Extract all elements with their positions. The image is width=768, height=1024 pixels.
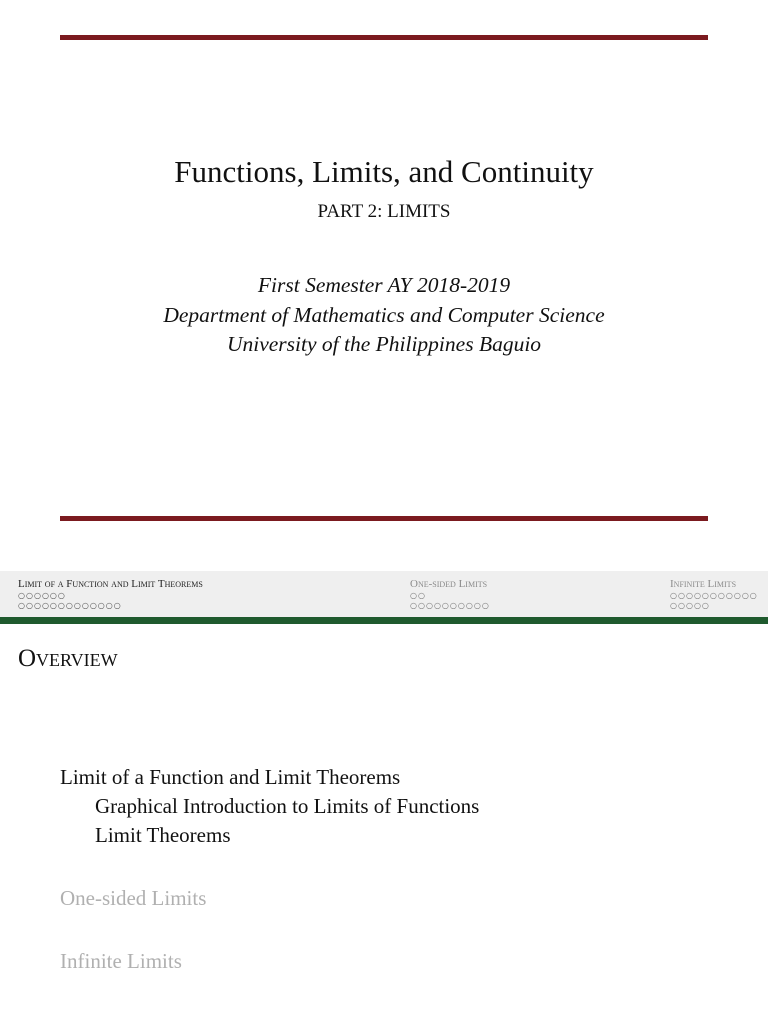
semester-line: First Semester AY 2018-2019 bbox=[257, 273, 511, 297]
department-line: Department of Mathematics and Computer Science bbox=[163, 302, 605, 327]
nav-section-label[interactable]: Infinite Limits bbox=[670, 578, 737, 590]
nav-section-limit-theorems[interactable] bbox=[18, 577, 203, 611]
bottom-accent-rule bbox=[60, 516, 708, 521]
toc-subsection-graphical-introduction[interactable]: Graphical Introduction to Limits of Functions bbox=[95, 794, 480, 818]
toc-section-one-sided-limits[interactable]: One-sided Limits bbox=[60, 886, 207, 910]
nav-section-one-sided-limits[interactable] bbox=[410, 577, 490, 611]
presentation-title: Functions, Limits, and Continuity bbox=[174, 154, 594, 189]
table-of-contents bbox=[60, 763, 760, 976]
toc-section-limit-theorems[interactable]: Limit of a Function and Limit Theorems bbox=[60, 765, 401, 789]
presentation-subtitle: PART 2: LIMITS bbox=[317, 201, 451, 222]
nav-subsection-dots[interactable]: ○○○○○ bbox=[670, 601, 710, 610]
toc-subsection-limit-theorems[interactable]: Limit Theorems bbox=[95, 823, 231, 847]
presentation-info bbox=[0, 271, 768, 360]
nav-subsection-dots[interactable]: ○○○○○○○○○○○○○ bbox=[18, 601, 122, 610]
top-accent-rule bbox=[60, 35, 708, 40]
nav-section-label[interactable]: One-sided Limits bbox=[410, 578, 488, 590]
section-navigation-bar bbox=[0, 571, 768, 617]
navigation-bar-bottom-stripe bbox=[0, 617, 768, 624]
nav-section-infinite-limits[interactable] bbox=[670, 577, 758, 611]
nav-subsection-dots[interactable]: ○○ bbox=[410, 591, 426, 600]
nav-subsection-dots[interactable]: ○○○○○○ bbox=[18, 591, 66, 600]
toc-section-infinite-limits[interactable]: Infinite Limits bbox=[60, 949, 182, 973]
nav-subsection-dots[interactable]: ○○○○○○○○○○ bbox=[410, 601, 490, 610]
frame-title: Overview bbox=[18, 645, 118, 672]
nav-subsection-dots[interactable]: ○○○○○○○○○○○ bbox=[670, 591, 758, 600]
nav-section-label[interactable]: Limit of a Function and Limit Theorems bbox=[18, 578, 203, 590]
university-line: University of the Philippines Baguio bbox=[226, 332, 542, 356]
